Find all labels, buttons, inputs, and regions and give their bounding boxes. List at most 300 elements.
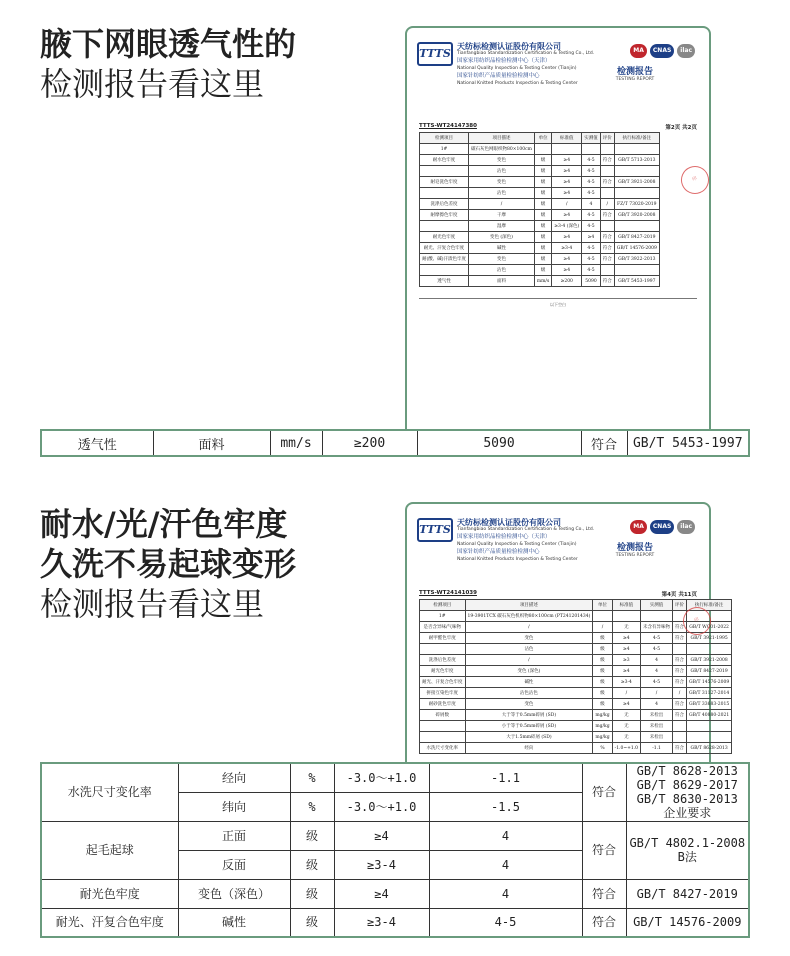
report-cell: / [552, 199, 582, 210]
cma-mark-icon: MA [630, 520, 647, 534]
report-cell: 5090 [582, 276, 601, 287]
ttts-logo: TTTS [417, 42, 453, 66]
report-title-en: TESTING REPORT [615, 77, 655, 82]
cell-desc: 变色（深色） [178, 879, 290, 908]
report-cell [600, 265, 614, 276]
cell-measured-value: 5090 [417, 430, 581, 456]
report-cell [612, 611, 640, 622]
cma-mark-icon: MA [630, 44, 647, 58]
cell-standard-value: ≥4 [334, 879, 429, 908]
report-table-header [420, 133, 660, 144]
report-cell: 4-5 [582, 188, 601, 199]
institute-name-en: Tianfangbiao Standardization Certification & Testing Co., Ltd. [457, 51, 595, 56]
report-cell: ≥4 [552, 232, 582, 243]
standard-line: B法 [677, 850, 697, 864]
cell-evaluation: 符合 [582, 763, 626, 821]
report-cell: 4-5 [641, 677, 673, 688]
report-cell: 碱性 [469, 243, 535, 254]
report-title-cn: 检测报告 [616, 543, 653, 553]
report-cell: 4-5 [582, 254, 601, 265]
report-cell: 符合 [673, 699, 687, 710]
report-cell: / [641, 688, 673, 699]
institute-name: 天纺标检测认证股份有限公司 [457, 518, 561, 527]
standard-line: GB/T 8629-2017 [636, 778, 738, 793]
report-table [419, 132, 660, 287]
report-table-row [420, 644, 732, 655]
report-page [413, 512, 730, 762]
report-cell: GB/T 5453-1997 [614, 276, 659, 287]
report-cell: GB/T 5713-2013 [614, 155, 659, 166]
report-cell [593, 611, 612, 622]
institute-name: 天纺标检测认证股份有限公司 [457, 42, 561, 51]
center2-name: 国家针纺织产品质量检验检测中心 [457, 73, 540, 79]
report-cell: ≥4 [552, 166, 582, 177]
highlight-table [40, 762, 750, 938]
center2-name: 国家针纺织产品质量检验检测中心 [457, 549, 540, 555]
cell-item: 耐光、汗复合色牢度 [41, 908, 178, 937]
report-cell: 级 [534, 210, 551, 221]
report-header-cell: 实测值 [582, 133, 601, 144]
report-cell: 未检出 [641, 732, 673, 743]
cell-unit: % [290, 763, 334, 792]
report-number: TTTS-WT24147380 [419, 123, 477, 129]
report-cell: 沾色 [469, 265, 535, 276]
cell-item: 透气性 [41, 430, 153, 456]
report-cell: 级 [593, 633, 612, 644]
report-cell: ≥4 [612, 633, 640, 644]
report-table-row [420, 710, 732, 721]
report-header-cell: 评价 [600, 133, 614, 144]
report-cell [641, 611, 673, 622]
report-cell: 洗涤后色差度 [420, 199, 469, 210]
report-cell [420, 166, 469, 177]
report-cell: 无 [612, 622, 640, 633]
cell-unit: mm/s [270, 430, 322, 456]
report-cell: 干摩 [469, 210, 535, 221]
report-table-row [420, 743, 732, 754]
report-cell: 4-5 [582, 221, 601, 232]
report-cell: ≥3-4 [612, 677, 640, 688]
report-cell [687, 732, 732, 743]
report-cell: 符合 [600, 243, 614, 254]
report-table-row [420, 276, 660, 287]
cell-unit: 级 [290, 850, 334, 879]
report-cell: 变色 [469, 254, 535, 265]
seal-stamp-icon: 印 [679, 603, 715, 639]
report-cell: 符合 [600, 210, 614, 221]
report-table-row [420, 144, 660, 155]
report-cell: 4 [641, 699, 673, 710]
cell-item: 耐光色牢度 [41, 879, 178, 908]
report-cell [420, 721, 466, 732]
report-cell: 4 [641, 655, 673, 666]
cell-standard-value: ≥200 [322, 430, 417, 456]
report-table-row [420, 254, 660, 265]
standard-line: GB/T 4802.1-2008 [629, 836, 746, 850]
report-cell: GB/T 8427-2019 [614, 232, 659, 243]
report-cell: 碱性 [465, 677, 593, 688]
report-table-row [420, 699, 732, 710]
heading-line: 检测报告看这里 [40, 65, 265, 103]
report-header-cell: 实测值 [641, 600, 673, 611]
report-cell: GB/T 3921-2008 [614, 177, 659, 188]
report-cell: ≥3 [612, 655, 640, 666]
report-cell: GB/T 31127-2014 [687, 688, 732, 699]
report-cell [600, 221, 614, 232]
report-cell: 符合 [673, 710, 687, 721]
report-table-row [420, 666, 732, 677]
report-cell: 变色 (深色) [469, 232, 535, 243]
cell-standard-value: ≥4 [334, 821, 429, 850]
cell-unit: 级 [290, 908, 334, 937]
report-cell: GB/T 3921-1995 [687, 633, 732, 644]
cell-desc: 面料 [153, 430, 270, 456]
report-cell: 符合 [600, 155, 614, 166]
report-cell: / [465, 655, 593, 666]
report-cell [420, 221, 469, 232]
report-table-row [420, 677, 732, 688]
report-cell: 无 [612, 732, 640, 743]
cell-standard-value: -3.0～+1.0 [334, 792, 429, 821]
report-cell [673, 732, 687, 743]
report-cell: ≥4 [552, 155, 582, 166]
cell-evaluation: 符合 [582, 821, 626, 879]
report-cell: GB/T 40880-2021 [687, 710, 732, 721]
report-cell: 未检出 [641, 721, 673, 732]
report-cell: 沾色 [469, 188, 535, 199]
report-cell: 无 [612, 721, 640, 732]
report-cell: ≥3-4 [552, 243, 582, 254]
section1-heading [40, 24, 296, 104]
report-cell: 符合 [600, 232, 614, 243]
report-cell: mg/kg [593, 710, 612, 721]
report-cell: 耐光色牢度 [420, 666, 466, 677]
report-cell [420, 265, 469, 276]
report-cell: 耐水色牢度 [420, 155, 469, 166]
report-cell: 符合 [600, 254, 614, 265]
report-cell: ≥4 [552, 188, 582, 199]
cell-standard: GB/T 5453-1997 [627, 430, 749, 456]
report-cell: 沾色 [469, 166, 535, 177]
report-cell: 4-5 [582, 265, 601, 276]
report-cell: ≥4 [552, 265, 582, 276]
report-cell: ≥4 [612, 699, 640, 710]
report-cell: GB/T 14576-2009 [614, 243, 659, 254]
report-cell: 符合 [673, 666, 687, 677]
report-cell: ≥4 [552, 177, 582, 188]
center-name-en: National Quality Inspection & Testing Center (Tianjin) [457, 66, 577, 71]
report-page [413, 36, 703, 438]
report-cell: 19-3901TCX 碳石灰色机织物80×100cm (PT241201434) [465, 611, 593, 622]
report-cell: ≥4 [552, 210, 582, 221]
report-table-header [420, 600, 732, 611]
cell-standard [626, 821, 749, 879]
report-table-row [420, 155, 660, 166]
report-cell: 1# [420, 144, 469, 155]
cell-standard-value: ≥3-4 [334, 850, 429, 879]
report-table-row [420, 199, 660, 210]
report-cell: 沾色 [465, 644, 593, 655]
center-name: 国家家用纺织品检验检测中心（天津） [457, 534, 551, 540]
cell-measured-value: -1.5 [429, 792, 582, 821]
report-cell: 4-5 [582, 210, 601, 221]
report-cell [600, 188, 614, 199]
center-name: 国家家用纺织品检验检测中心（天津） [457, 58, 551, 64]
report-header-cell: 标准值 [552, 133, 582, 144]
heading-line: 耐水/光/汗色牢度 [40, 505, 288, 543]
ilac-mark-icon: ilac [677, 520, 695, 534]
cell-standard-value: ≥3-4 [334, 908, 429, 937]
report-table-row [420, 721, 732, 732]
blank-note: 以下空白 [550, 302, 566, 307]
report-cell: mg/kg [593, 721, 612, 732]
report-cell: 湿摩 [469, 221, 535, 232]
report-cell: 级 [534, 221, 551, 232]
report-cell: 耐光、汗复合色牢度 [420, 677, 466, 688]
report-cell: mm/s [534, 276, 551, 287]
report-table-row [420, 177, 660, 188]
report-header-cell: 标准值 [612, 600, 640, 611]
report-cell [614, 144, 659, 155]
report-table-row [420, 210, 660, 221]
report-table-row [420, 633, 732, 644]
report-cell: / [593, 622, 612, 633]
certification-marks [630, 520, 695, 534]
report-cell: 碳石灰色网眼织物80×100cm [469, 144, 535, 155]
report-header-cell: 项目描述 [469, 133, 535, 144]
report-table-row [420, 232, 660, 243]
report-cell: 4 [582, 199, 601, 210]
report-header-cell: 执行标准/备注 [614, 133, 659, 144]
report-cell [600, 144, 614, 155]
report-header-cell: 项目描述 [465, 600, 593, 611]
heading-line: 久洗不易起球变形 [40, 545, 297, 583]
report-table-row [420, 243, 660, 254]
cell-unit: 级 [290, 821, 334, 850]
cell-item: 水洗尺寸变化率 [41, 763, 178, 821]
report-cell: / [469, 199, 535, 210]
cell-standard-value: -3.0～+1.0 [334, 763, 429, 792]
page-number: 第4页 共11页 [661, 592, 697, 598]
report-cell: 符合 [673, 622, 687, 633]
report-cell: 级 [534, 232, 551, 243]
report-cell: 拼接互染色牢度 [420, 688, 466, 699]
report-cell: 级 [534, 254, 551, 265]
report-cell: 级 [534, 243, 551, 254]
ttts-logo: TTTS [417, 518, 453, 542]
report-cell [687, 644, 732, 655]
report-table-row [420, 732, 732, 743]
report-cell: / [600, 199, 614, 210]
report-cell: 耐甲醛色牢度 [420, 633, 466, 644]
cell-unit: % [290, 792, 334, 821]
report-cell: 耐摩擦色牢度 [420, 210, 469, 221]
report-cell [673, 721, 687, 732]
cell-measured-value: 4 [429, 879, 582, 908]
report-header-cell: 检测项目 [420, 600, 466, 611]
report-header-cell: 单位 [593, 600, 612, 611]
section2-heading [40, 504, 296, 624]
report-cell: 耐光色牢度 [420, 232, 469, 243]
report-cell: 未含有异味物 [641, 622, 673, 633]
report-cell [420, 188, 469, 199]
report-cell: 级 [534, 166, 551, 177]
report-cell: 变色 [465, 633, 593, 644]
report-cell: ≥4 [612, 666, 640, 677]
cnas-mark-icon: CNAS [650, 520, 674, 534]
center2-name-en: National Knitted Products Inspection & Testing Center [457, 557, 578, 562]
cell-measured-value: 4-5 [429, 908, 582, 937]
cell-desc: 经向 [178, 763, 290, 792]
report-table-row [420, 188, 660, 199]
report-cell: ≥4 [552, 254, 582, 265]
cell-measured-value: 4 [429, 850, 582, 879]
report-preview-2 [405, 502, 730, 772]
report-cell: 是否含异味/气味物 [420, 622, 466, 633]
report-title-cn: 检测报告 [616, 67, 653, 77]
cell-standard: GB/T 8427-2019 [626, 879, 749, 908]
report-cell [614, 221, 659, 232]
report-cell: 符合 [600, 276, 614, 287]
report-cell [614, 188, 659, 199]
report-cell: 符合 [673, 743, 687, 754]
report-cell: 面料 [469, 276, 535, 287]
report-cell: 级 [534, 155, 551, 166]
highlight-row-breathability [40, 429, 750, 457]
report-header-cell: 评价 [673, 600, 687, 611]
page-number: 第2页 共2页 [665, 125, 697, 131]
report-cell [552, 144, 582, 155]
report-cell: 洗涤后色差度 [420, 655, 466, 666]
report-header-cell: 执行标准/备注 [687, 600, 732, 611]
cell-unit: 级 [290, 879, 334, 908]
report-cell: ≥200 [552, 276, 582, 287]
cell-desc: 正面 [178, 821, 290, 850]
report-cell: 无 [612, 710, 640, 721]
report-cell: 级 [593, 699, 612, 710]
report-cell: mg/kg [593, 732, 612, 743]
report-cell: -1.0~+1.0 [612, 743, 640, 754]
seal-stamp-icon: 印 [677, 162, 713, 198]
report-cell: 大于等于0.5mm碎屑 (SD) [465, 710, 593, 721]
report-cell [582, 144, 601, 155]
report-cell [673, 644, 687, 655]
report-cell: 级 [593, 655, 612, 666]
report-cell: FZ/T 73020-2019 [614, 199, 659, 210]
cell-measured-value: 4 [429, 821, 582, 850]
report-cell: 小于等于0.5mm碎屑 (SD) [465, 721, 593, 732]
report-cell: ≥3-4 (深色) [552, 221, 582, 232]
report-cell: 变色 [469, 177, 535, 188]
report-cell [420, 732, 466, 743]
report-cell [614, 265, 659, 276]
report-cell [420, 644, 466, 655]
report-cell: ≥4 [582, 232, 601, 243]
report-cell: 级 [593, 666, 612, 677]
report-table-row [420, 688, 732, 699]
report-cell: GB/T 3920-2008 [614, 210, 659, 221]
center-name-en: National Quality Inspection & Testing Center (Tianjin) [457, 542, 577, 547]
cell-desc: 反面 [178, 850, 290, 879]
report-cell: / [673, 688, 687, 699]
report-cell: 大于1.5mm碎屑 (SD) [465, 732, 593, 743]
certification-marks [630, 44, 695, 58]
report-cell: 1# [420, 611, 466, 622]
cell-evaluation: 符合 [581, 430, 627, 456]
report-cell [614, 166, 659, 177]
cell-evaluation: 符合 [582, 908, 626, 937]
report-cell: GB/T 14576-2009 [687, 677, 732, 688]
report-cell: -1.1 [641, 743, 673, 754]
report-cell [534, 144, 551, 155]
cell-evaluation: 符合 [582, 879, 626, 908]
standard-line: 企业要求 [663, 806, 712, 821]
report-cell: 4-5 [582, 166, 601, 177]
heading-line: 腋下网眼透气性的 [40, 25, 297, 63]
report-cell: 级 [593, 677, 612, 688]
report-cell: GB/T 33683-2015 [687, 699, 732, 710]
ilac-mark-icon: ilac [677, 44, 695, 58]
report-cell: 4-5 [582, 177, 601, 188]
report-cell: 4 [641, 666, 673, 677]
standard-line: GB/T 8628-2013 [636, 764, 738, 779]
report-cell: % [593, 743, 612, 754]
report-cell: 耐(酸、碱)汗渍色牢度 [420, 254, 469, 265]
report-cell: 碎屑数 [420, 710, 466, 721]
report-cell: GB/T 3922-2013 [614, 254, 659, 265]
report-cell: 级 [534, 188, 551, 199]
report-cell: 水洗尺寸变化率 [420, 743, 466, 754]
report-cell: 变色 [469, 155, 535, 166]
report-cell: / [612, 688, 640, 699]
report-title-en: TESTING REPORT [615, 553, 655, 558]
report-cell: 耐砂洗色牢度 [420, 699, 466, 710]
report-cell: 4-5 [641, 633, 673, 644]
report-cell: 符合 [673, 655, 687, 666]
report-cell: GB/T 8427-2019 [687, 666, 732, 677]
cnas-mark-icon: CNAS [650, 44, 674, 58]
report-cell: 变色 [465, 699, 593, 710]
report-cell: GB/T 8628-2013 [687, 743, 732, 754]
report-cell: 4-5 [582, 155, 601, 166]
report-cell: 级 [534, 177, 551, 188]
institute-info [457, 518, 617, 563]
report-cell: 变色 (深色) [465, 666, 593, 677]
report-cell: 透气性 [420, 276, 469, 287]
report-cell: GB/T 3921-2008 [687, 655, 732, 666]
heading-line: 检测报告看这里 [40, 585, 265, 623]
institute-name-en: Tianfangbiao Standardization Certification & Testing Co., Ltd. [457, 527, 595, 532]
report-title [595, 64, 675, 82]
report-cell [600, 166, 614, 177]
report-cell: 符合 [673, 633, 687, 644]
cell-standard: GB/T 14576-2009 [626, 908, 749, 937]
report-cell: 符合 [600, 177, 614, 188]
report-cell: 级 [593, 688, 612, 699]
cell-desc: 纬向 [178, 792, 290, 821]
report-preview-1 [405, 26, 711, 448]
report-title [595, 540, 675, 558]
report-table-row [420, 221, 660, 232]
center2-name-en: National Knitted Products Inspection & Testing Center [457, 81, 578, 86]
report-cell: 级 [593, 644, 612, 655]
report-cell: 符合 [673, 677, 687, 688]
report-cell: GB/T WC01-2022 [687, 622, 732, 633]
report-cell: 沾色沾色 [465, 688, 593, 699]
report-header-cell: 单位 [534, 133, 551, 144]
report-cell: 4-5 [582, 243, 601, 254]
report-number: TTTS-WT24141039 [419, 590, 477, 596]
